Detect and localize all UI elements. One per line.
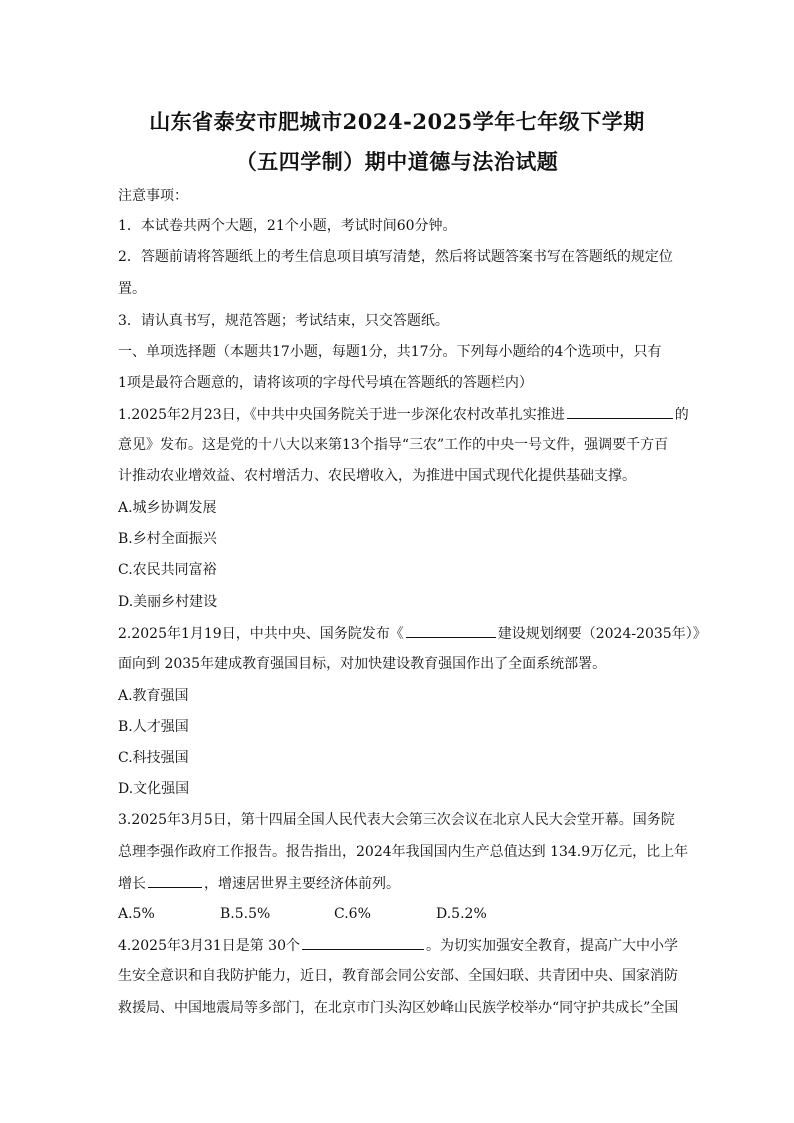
question-2-line2: 面向到 2035年建成教育强国目标，对加快建设教育强国作出了全面系统部署。: [118, 656, 607, 672]
answer-blank: [406, 623, 496, 638]
question-4-line2: 生安全意识和自我防护能力，近日，教育部会同公安部、全国妇联、共青团中央、国家消防: [118, 968, 678, 984]
question-2-text: 2.2025年1月19日，中共中央、国务院发布《: [118, 626, 404, 642]
question-3-line2: 总理李强作政府工作报告。报告指出，2024年我国国内生产总值达到 134.9万亿元，比上年: [118, 844, 689, 860]
question-3-option-d: D.5.2%: [436, 906, 487, 922]
section1-heading: 一、单项选择题（本题共17小题，每题1分，共17分。下列每小题给的4个选项中，只有: [118, 344, 662, 360]
answer-blank: [148, 873, 202, 888]
question-1-option-b: B.乡村全面振兴: [118, 531, 217, 547]
question-2-option-b: B.人才强国: [118, 719, 189, 735]
question-1-option-a: A.城乡协调发展: [118, 500, 217, 516]
question-1-option-d: D.美丽乡村建设: [118, 594, 218, 610]
question-2-option-c: C.科技强国: [118, 750, 189, 766]
notice-item-2: 2．答题前请将答题纸上的考生信息项目填写清楚，然后将试题答案书写在答题纸的规定位: [118, 249, 673, 265]
question-1-line2: 意见》发布。这是党的十八大以来第13个指导“三农”工作的中央一号文件，强调要千方百: [118, 437, 669, 453]
question-3-option-a: A.5%: [118, 906, 155, 922]
exam-title-line1: 山东省泰安市肥城市2024-2025学年七年级下学期: [149, 109, 645, 134]
question-2-text-end: 建设规划纲要（2024-2035年）》: [497, 626, 707, 642]
answer-blank: [302, 935, 424, 950]
answer-blank: [567, 404, 673, 419]
question-3-line3: [118, 873, 678, 894]
question-3-option-b: B.5.5%: [220, 906, 271, 922]
question-4-text: 4.2025年3月31日是第 30个: [118, 938, 300, 954]
question-2-option-d: D.文化强国: [118, 781, 190, 797]
question-3-text: 增长: [118, 876, 146, 892]
notice-item-2-cont: 置。: [118, 281, 146, 297]
question-4-line3: 救援局、中国地震局等多部门，在北京市门头沟区妙峰山民族学校举办“同守护共成长”全国: [118, 1000, 679, 1016]
notice-heading: 注意事项：: [118, 188, 188, 204]
exam-title-line2: （五四学制）期中道德与法治试题: [235, 149, 559, 174]
question-1-option-c: C.农民共同富裕: [118, 562, 217, 578]
question-4-text-end: 。为切实加强安全教育，提高广大中小学: [425, 938, 678, 954]
question-4-line1: [118, 935, 678, 956]
question-1-text-end: 的: [674, 407, 689, 423]
notice-item-3: 3．请认真书写，规范答题；考试结束，只交答题纸。: [118, 313, 449, 329]
section1-heading-cont: 1项是最符合题意的，请将该项的字母代号填在答题纸的答题栏内）: [118, 375, 533, 391]
question-1-line3: 计推动农业增效益、农村增活力、农民增收入，为推进中国式现代化提供基础支撑。: [118, 468, 636, 484]
question-3-option-c: C.6%: [334, 906, 371, 922]
question-2-option-a: A.教育强国: [118, 688, 189, 704]
question-3-line1: 3.2025年3月5日，第十四届全国人民代表大会第三次会议在北京人民大会堂开幕。国务院: [118, 812, 675, 828]
notice-item-1: 1．本试卷共两个大题，21个小题，考试时间60分钟。: [118, 218, 457, 234]
question-2-line1: [118, 623, 707, 644]
question-3-text-end: ，增速居世界主要经济体前列。: [204, 876, 400, 892]
question-1-line1: [118, 404, 689, 425]
question-1-text: 1.2025年2月23日，《中共中央国务院关于进一步深化农村改革扎实推进: [118, 407, 565, 423]
